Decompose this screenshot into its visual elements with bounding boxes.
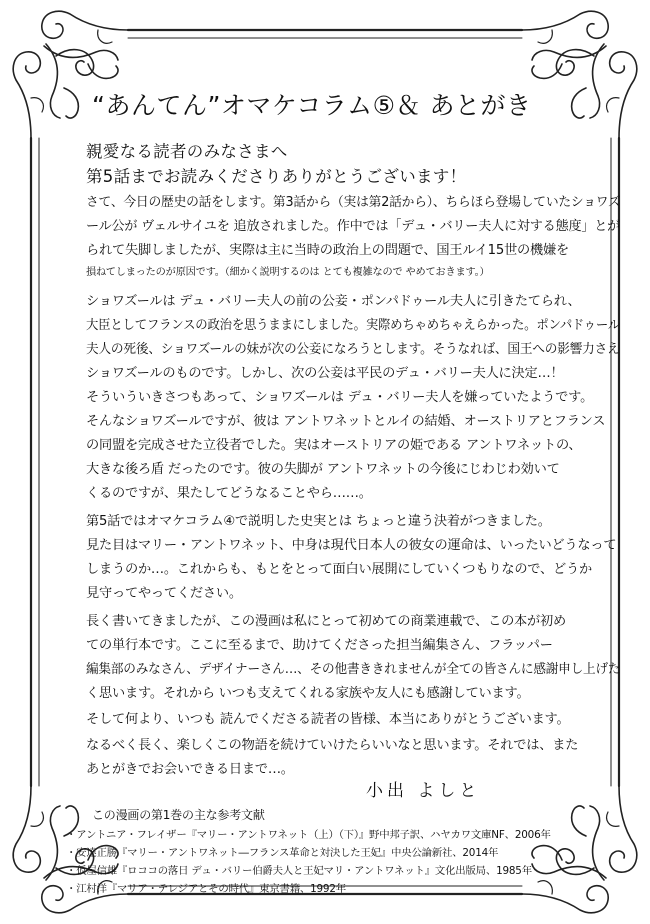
body-line: さて、今日の歴史の話をします。第3話から（実は第2話から）、ちらほら登場していたショワズ (86, 195, 621, 210)
reference-item: ・江村洋『マリア・テレジアとその時代』東京書籍、1992年 (66, 883, 346, 895)
reference-item: ・アントニア・フレイザー『マリー・アントワネット（上）（下）』野中邦子訳、ハヤカワ文庫NF、2006年 (66, 829, 551, 841)
greeting-line: 第5話までお読みくださりありがとうございます！ (86, 167, 467, 186)
body-line: ショワズールは デュ・バリー夫人の前の公妾・ポンパドゥール夫人に引きたてられ、 (86, 294, 581, 309)
page-title: “あんてん”オマケコラム⑤＆ あとがき (92, 91, 532, 120)
body-line: 大臣としてフランスの政治を思うままにしました。実際めちゃめちゃえらかった。ポンパドゥール (86, 318, 620, 333)
body-line: しまうのか…。これからも、もとをとって面白い展開にしていくつもりなので、どうか (86, 562, 592, 577)
body-line: く思います。それから いつも支えてくれる家族や友人にも感謝しています。 (86, 686, 530, 701)
body-line: 見守ってやってください。 (86, 586, 242, 601)
body-line: 見た目はマリー・アントワネット、中身は現代日本人の彼女の運命は、いったいどうなって (86, 538, 617, 553)
body-line: なるべく長く、楽しくこの物語を続けていけたらいいなと思います。それでは、また (86, 738, 579, 753)
greeting-line: 親愛なる読者のみなさまへ (86, 142, 288, 161)
body-line: ール公が ヴェルサイユを 追放されました。作中では「デュ・バリー夫人に対する態度」とが (86, 219, 621, 234)
body-line: そして何より、いつも 読んでくださる読者の皆様、本当にありがとうございます。 (86, 712, 570, 727)
body-line: そういういきさつもあって、ショワズールは デュ・バリー夫人を嫌っていたようです。 (86, 390, 594, 405)
reference-item: ・安達正勝『マリー・アントワネット―フランス革命と対決した王妃』中央公論新社、2014年 (66, 847, 499, 859)
references-title: この漫画の第1巻の主な参考文献 (92, 808, 265, 822)
body-line: ショワズールのものです。しかし、次の公妾は平民のデュ・バリー夫人に決定…！ (86, 366, 564, 381)
body-line: くるのですが、果たしてどうなることやら……。 (86, 486, 372, 501)
body-line: られて失脚しましたが、実際は主に当時の政治上の問題で、国王ルイ15世の機嫌を (86, 243, 570, 258)
body-line: 長く書いてきましたが、この漫画は私にとって初めての商業連載で、この本が初め (86, 614, 567, 629)
body-line: 夫人の死後、ショワズールの妹が次の公妾になろうとします。そうなれば、国王への影響力さえ (86, 342, 620, 357)
body-line: ての単行本です。ここに至るまで、助けてくださった担当編集さん、フラッパー (86, 638, 553, 653)
body-line: 大きな後ろ盾 だったのです。彼の失脚が アントワネットの今後にじわじわ効いて (86, 462, 560, 477)
body-line: 損ねてしまったのが原因です。（細かく説明するのは とても複雑なので やめておきます。） (86, 267, 490, 278)
body-line: 第5話ではオマケコラム④で説明した史実とは ちょっと違う決着がつきました。 (86, 514, 551, 529)
author-signature: 小出 よしと (366, 781, 481, 801)
body-line: 編集部のみなさん、デザイナーさん…、その他書ききれませんが全ての皆さんに感謝申し上げた (86, 662, 621, 677)
body-line: あとがきでお会いできる日まで…。 (86, 762, 294, 777)
body-line: の同盟を完成させた立役者でした。実はオーストリアの姫である アントワネットの、 (86, 438, 582, 453)
body-line: そんなショワズールですが、彼は アントワネットとルイの結婚、オーストリアとフランス (86, 414, 606, 429)
reference-item: ・仮屋信雄『ロココの落日 デュ・バリー伯爵夫人と王妃マリ・アントワネット』文化出版局、1985年 (66, 865, 532, 877)
